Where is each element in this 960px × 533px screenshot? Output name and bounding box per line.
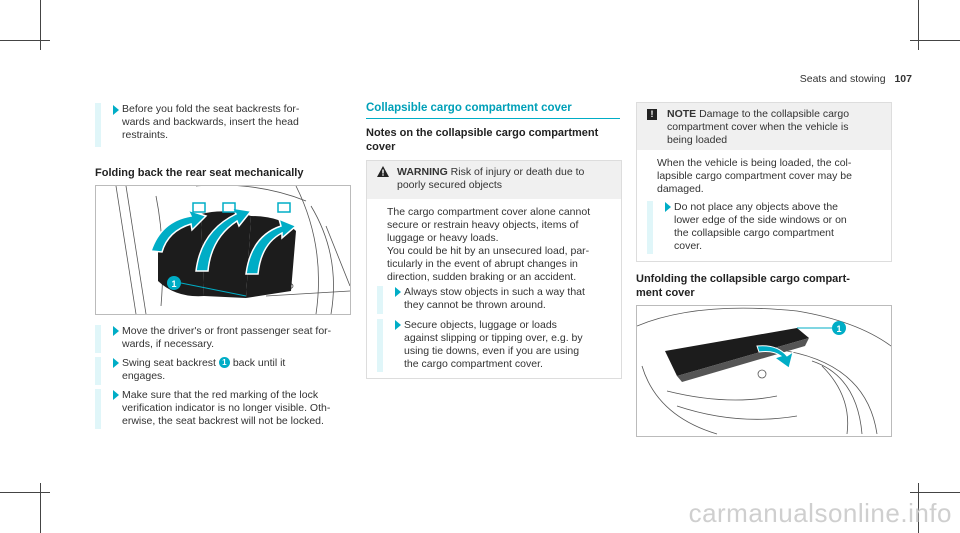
heading-unfolding: Unfolding the collapsible cargo compart- ment cover: [636, 273, 850, 299]
page-number: 107: [894, 73, 912, 85]
step-arrow-icon: [395, 287, 401, 297]
crop-mark: [40, 483, 41, 533]
step-text: Secure objects, luggage or loads against slipping or tipping over, e.g. by using tie downs, even if you are using the cargo compartment cover.: [404, 319, 583, 370]
callout-1: 1: [171, 279, 177, 289]
step-do-not-place: [647, 201, 886, 254]
step-text: Move the driver's or front passenger seat for- wards, if necessary.: [122, 325, 332, 350]
crop-mark: [0, 492, 50, 493]
step-text: Before you fold the seat backrests for- wards and backwards, insert the head restraints.: [122, 103, 300, 141]
section-title-collapsible-cover: Collapsible cargo compartment cover: [366, 102, 572, 114]
note-text: [645, 108, 883, 147]
step-check-lock: [95, 389, 350, 429]
step-move-seat: [95, 325, 350, 353]
step-text-part: back until it engages.: [122, 357, 286, 382]
notice-icon: !: [647, 109, 657, 120]
heading-folding-back: Folding back the rear seat mechanically: [95, 167, 304, 179]
step-stow-objects: [377, 286, 616, 314]
warning-header: [367, 161, 621, 199]
watermark: carmanualsonline.info: [688, 498, 952, 528]
step-secure-objects: [377, 319, 616, 372]
crop-mark: [40, 0, 41, 50]
crop-mark: [0, 40, 50, 41]
warning-text: [375, 166, 613, 192]
step-arrow-icon: [113, 105, 119, 115]
section-name: Seats and stowing: [799, 73, 886, 85]
warning-label: WARNING: [397, 166, 448, 178]
step-text-part: Swing seat backrest: [122, 357, 216, 369]
step-arrow-icon: [665, 202, 671, 212]
note-description: Damage to the collapsible cargo compartment cover when the vehicle is being loaded: [667, 108, 850, 146]
warning-box: [366, 160, 622, 379]
warning-body: The cargo compartment cover alone cannot secure or restrain heavy objects, items of luggage or heavy loads. You could be hit by an unsecured load, par- ticularly in the event of abrupt changes in direction, sudden braking or an accident.: [387, 206, 591, 283]
page-header: [800, 73, 912, 85]
step-swing-backrest: [95, 357, 350, 385]
step-text: Always stow objects in such a way that they cannot be thrown around.: [404, 286, 585, 311]
heading-notes: Notes on the collapsible cargo compartment cover: [366, 127, 599, 153]
note-body: When the vehicle is being loaded, the col- lapsible cargo compartment cover may be damaged.: [657, 157, 852, 195]
warning-triangle-icon: [377, 166, 389, 177]
crop-mark: [918, 0, 919, 50]
step-text: [114, 357, 350, 383]
rear-seat-illustration: [95, 185, 351, 315]
step-text: Make sure that the red marking of the lock verification indicator is no longer visible. Oth- erwise, the seat backrest will not be locked.: [122, 389, 331, 427]
step-insert-head-restraints: [95, 103, 344, 147]
step-arrow-icon: [113, 326, 119, 336]
note-label: NOTE: [667, 108, 697, 120]
step-arrow-icon: [113, 358, 119, 368]
callout-1: 1: [836, 324, 842, 334]
step-arrow-icon: [113, 390, 119, 400]
callout-1-badge: 1: [219, 357, 230, 368]
step-text: Do not place any objects above the lower edge of the side windows or on the collapsible cargo compartment cover.: [674, 201, 847, 252]
step-arrow-icon: [395, 320, 401, 330]
cargo-cover-illustration: [636, 305, 892, 437]
note-box: [636, 102, 892, 262]
warning-description: Risk of injury or death due to poorly secured objects: [397, 166, 585, 191]
note-header: [637, 103, 891, 150]
section-underline: [366, 118, 620, 119]
